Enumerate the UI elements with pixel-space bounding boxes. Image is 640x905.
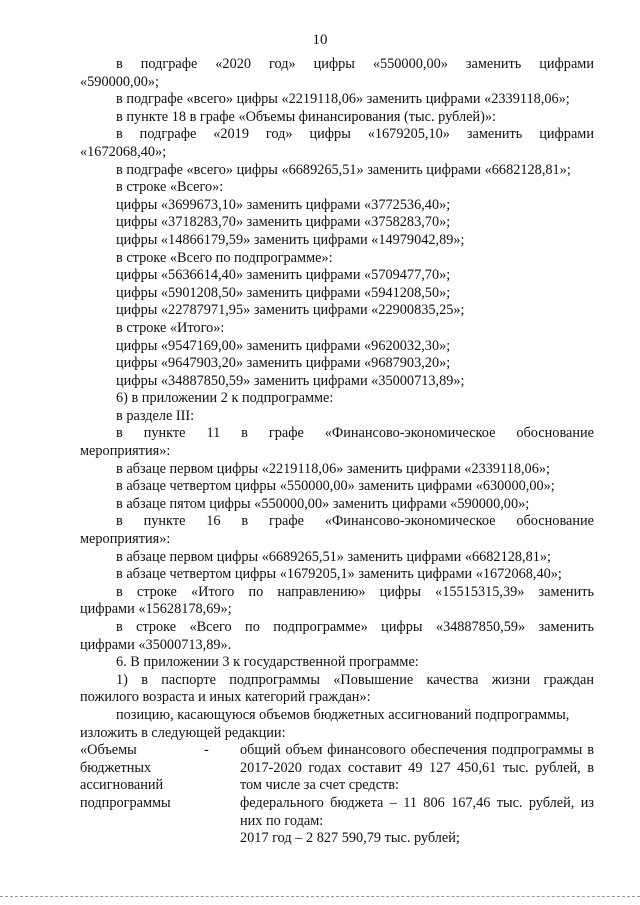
text-line: в строке «Итого по направлению» цифры «15515315,39» заменить <box>116 583 594 600</box>
text-line: мероприятия»: <box>80 443 171 460</box>
text-line: цифры «14866179,59» заменить цифрами «14979042,89»; <box>116 231 465 248</box>
text-line: цифрами «35000713,89». <box>80 636 232 653</box>
text-line: цифры «22787971,95» заменить цифрами «22900835,25»; <box>116 302 465 319</box>
text-line: цифры «5636614,40» заменить цифрами «5709477,70»; <box>116 267 451 284</box>
document-body <box>80 56 594 848</box>
text-line: в пункте 18 в графе «Объемы финансирования (тыс. рублей)»: <box>116 108 496 125</box>
text-line: в строке «Всего по подпрограмме» цифры «34887850,59» заменить <box>116 619 594 635</box>
text-line: в абзаце первом цифры «6689265,51» заменить цифрами «6682128,81»; <box>116 548 552 565</box>
text-line: цифры «9647903,20» заменить цифрами «9687903,20»; <box>116 355 451 372</box>
budget-label-line: подпрограммы <box>80 794 171 811</box>
text-line: 1) в паспорте подпрограммы «Повышение качества жизни граждан <box>116 671 594 688</box>
text-line: цифры «3699673,10» заменить цифрами «3772536,40»; <box>116 196 451 213</box>
text-line: в разделе III: <box>116 407 195 424</box>
text-line: в строке «Всего по подпрограмме»: <box>116 249 333 266</box>
text-line: изложить в следующей редакции: <box>80 724 286 741</box>
text-line: в строке «Итого»: <box>116 319 225 336</box>
text-line: цифры «5901208,50» заменить цифрами «5941208,50»; <box>116 284 451 301</box>
text-line: 6) в приложении 2 к подпрограмме: <box>116 390 334 407</box>
text-line: пожилого возраста и иных категорий граждан»: <box>80 689 371 706</box>
budget-value-paragraph: 2017 год – 2 827 590,79 тыс. рублей; <box>240 830 460 847</box>
text-line: цифры «3718283,70» заменить цифрами «3758283,70»; <box>116 214 451 231</box>
text-line: мероприятия»: <box>80 531 171 548</box>
text-line: «1672068,40»; <box>80 143 167 160</box>
text-line: в абзаце четвертом цифры «550000,00» заменить цифрами «630000,00»; <box>116 478 555 495</box>
text-line: в абзаце первом цифры «2219118,06» заменить цифрами «2339118,06»; <box>116 460 550 477</box>
budget-table-label <box>80 742 204 848</box>
budget-table-dash: - <box>204 742 209 759</box>
text-line: в абзаце пятом цифры «550000,00» заменить цифрами «590000,00»; <box>116 495 530 512</box>
budget-label-line: бюджетных <box>80 759 152 776</box>
text-line: цифры «34887850,59» заменить цифрами «35000713,89»; <box>116 372 465 389</box>
budget-value-paragraph: общий объем финансового обеспечения подпрограммы в 2017-2020 годах составит 49 127 450,61 тыс. рублей, в том числе за счет средств: <box>240 742 594 794</box>
text-line: 6. В приложении 3 к государственной программе: <box>116 654 419 671</box>
text-line: в подграфе «2020 год» цифры «550000,00» заменить цифрами <box>116 56 594 72</box>
text-line: в пункте 11 в графе «Финансово-экономическое обоснование <box>116 425 594 442</box>
text-line: в строке «Всего»: <box>116 179 224 196</box>
text-line: в подграфе «2019 год» цифры «1679205,10» заменить цифрами <box>116 126 594 143</box>
text-line: цифры «9547169,00» заменить цифрами «9620032,30»; <box>116 337 451 354</box>
text-line: в подграфе «всего» цифры «2219118,06» заменить цифрами «2339118,06»; <box>116 91 570 108</box>
budget-label-line: «Объемы <box>80 742 137 759</box>
text-line: в пункте 16 в графе «Финансово-экономическое обоснование <box>116 513 594 530</box>
paragraph-lines <box>80 56 594 742</box>
budget-table <box>80 742 594 848</box>
text-line: в подграфе «всего» цифры «6689265,51» заменить цифрами «6682128,81»; <box>116 161 571 178</box>
budget-value-paragraph: федерального бюджета – 11 806 167,46 тыс. рублей, из них по годам: <box>240 794 594 829</box>
text-line: «590000,00»; <box>80 73 160 90</box>
scan-edge-line <box>0 896 640 898</box>
budget-table-value <box>226 742 594 848</box>
page-number: 10 <box>312 32 328 48</box>
text-line: цифрами «15628178,69»; <box>80 601 232 618</box>
text-line: позицию, касающуюся объемов бюджетных ассигнований подпрограммы, <box>116 706 570 723</box>
budget-label-line: ассигнований <box>80 777 164 794</box>
text-line: в абзаце четвертом цифры «1679205,1» заменить цифрами «1672068,40»; <box>116 566 562 583</box>
